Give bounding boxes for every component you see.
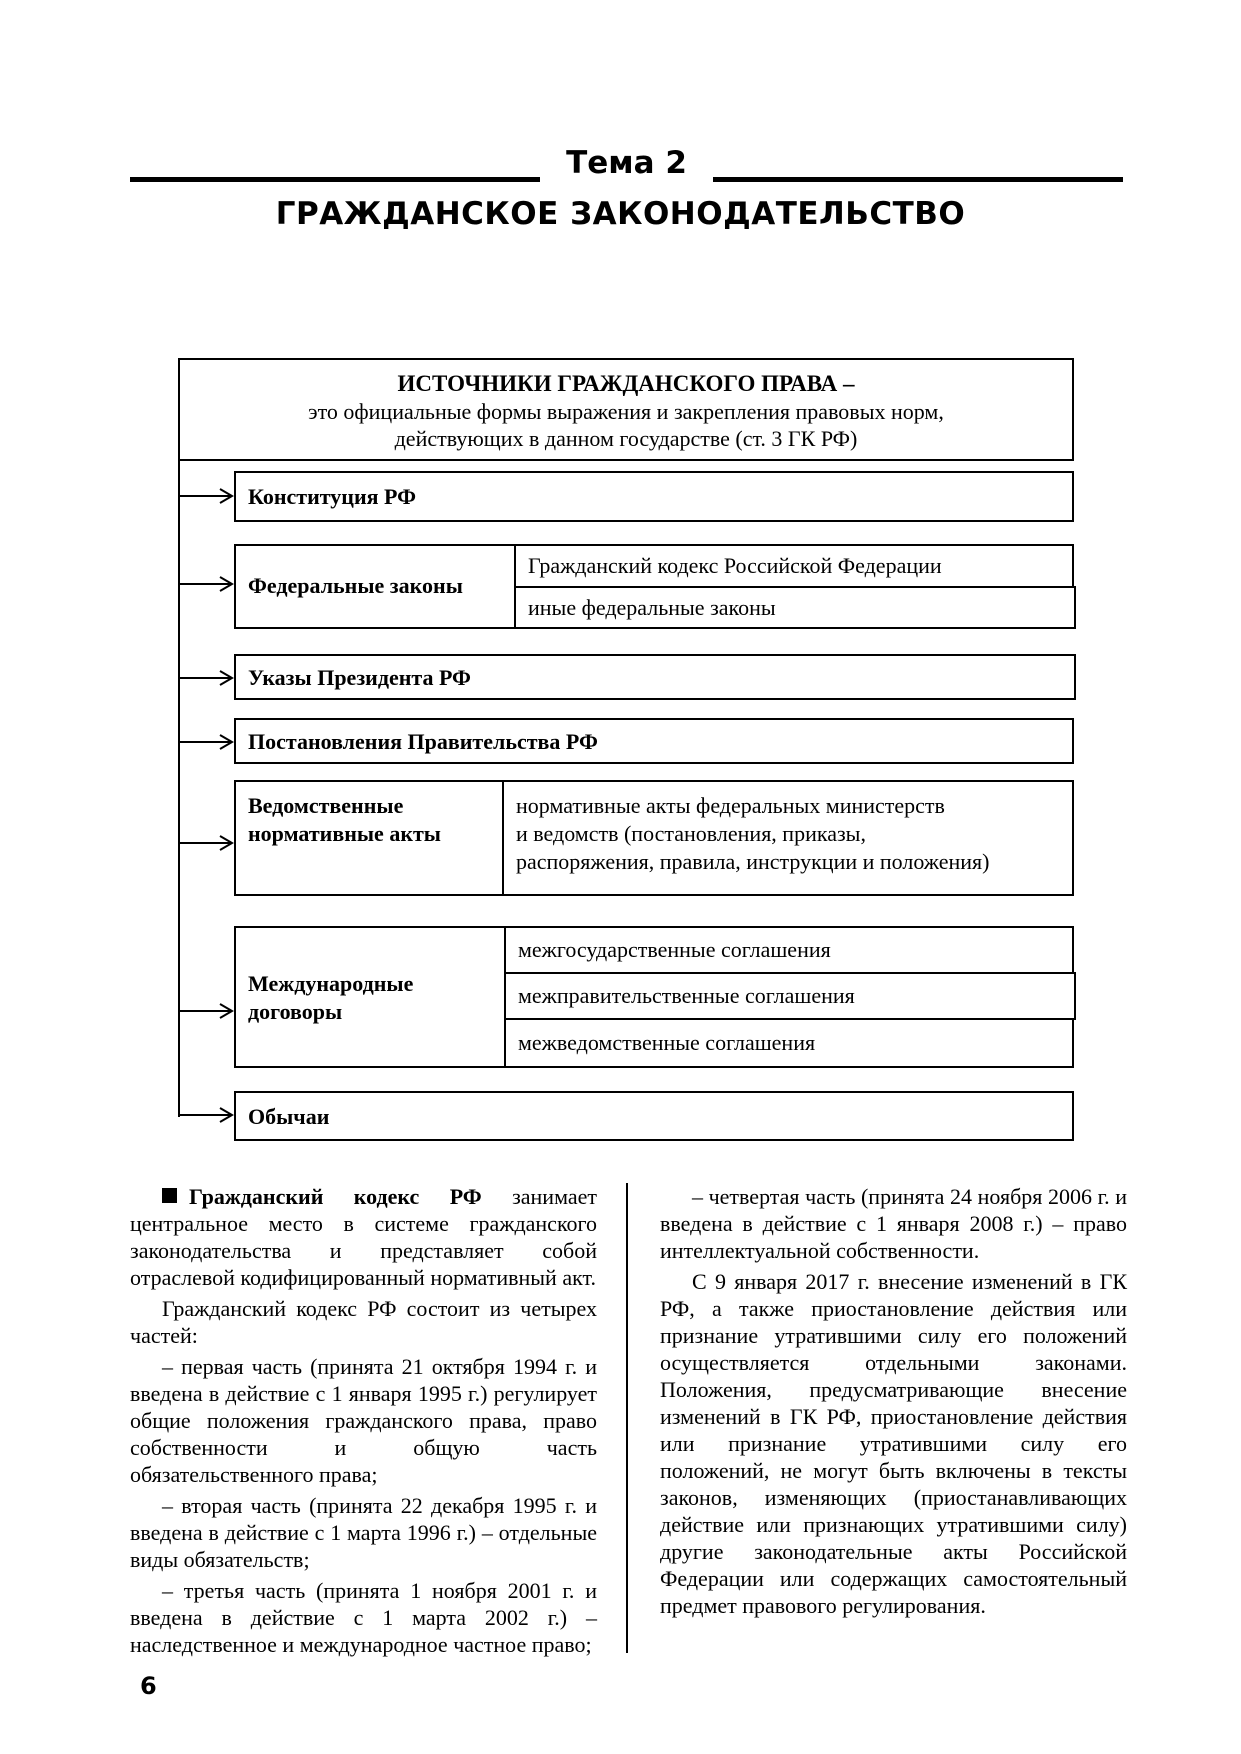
paragraph bbox=[130, 1183, 597, 1291]
customs-box bbox=[234, 1091, 1074, 1141]
treaties-item-box bbox=[504, 972, 1076, 1020]
topic-label: Тема 2 bbox=[566, 145, 687, 181]
arrow-departmental-acts-icon bbox=[180, 835, 234, 851]
page-number: 6 bbox=[140, 1672, 157, 1700]
paragraph: – третья часть (принята 1 ноября 2001 г. и введена в действие с 1 марта 2002 г.) – наследственное и международное частное право; bbox=[130, 1578, 597, 1657]
treaties-item-3: межведомственные соглашения bbox=[518, 1030, 816, 1055]
treaties-item-1: межгосударственные соглашения bbox=[518, 937, 831, 962]
president-decrees-box bbox=[234, 654, 1076, 700]
departmental-acts-label-line-1: Ведомственные bbox=[248, 793, 404, 818]
sources-definition-line-2: действующих в данном государстве (ст. 3 ГК РФ) bbox=[394, 426, 858, 451]
customs-label: Обычаи bbox=[248, 1104, 330, 1129]
departmental-acts-desc-line-2: и ведомств (постановления, приказы, bbox=[516, 821, 866, 846]
topic-header bbox=[130, 145, 1123, 195]
civil-code-bold: Гражданский кодекс РФ bbox=[189, 1184, 482, 1209]
text-column-left bbox=[130, 1183, 597, 1662]
federal-laws-item-box bbox=[514, 544, 1074, 588]
president-decrees-label: Указы Президента РФ bbox=[248, 665, 471, 690]
departmental-acts-label-line-2: нормативные акты bbox=[248, 821, 441, 846]
arrow-customs-icon bbox=[180, 1107, 234, 1123]
paragraph: Гражданский кодекс РФ состоит из четырех частей: bbox=[130, 1296, 597, 1348]
constitution-label: Конституция РФ bbox=[248, 484, 417, 509]
square-bullet-icon bbox=[162, 1188, 177, 1203]
paragraph: – четвертая часть (принята 24 ноября 2006 г. и введена в действие с 1 января 2008 г.) – право интеллектуальной собственности. bbox=[660, 1184, 1127, 1263]
government-resolutions-label: Постановления Правительства РФ bbox=[248, 729, 598, 754]
federal-laws-item-1: Гражданский кодекс Российской Федерации bbox=[528, 553, 942, 578]
paragraph: С 9 января 2017 г. внесение изменений в ГК РФ, а также приостановление действия или признание утратившими силу его положений осуществляется отдельными законами. Положения, предусматривающие внесение изменений в ГК РФ, приостановление действия или признание утратившими силу его положений, не могут быть включены в тексты законов, изменяющих (приостанавливающих действие или признающих утратившими силу) другие законодательные акты Российской Федерации или содержащих самостоятельный предмет правового регулирования. bbox=[660, 1269, 1127, 1618]
sources-definition-line-1: это официальные формы выражения и закрепления правовых норм, bbox=[308, 399, 944, 424]
federal-laws-label: Федеральные законы bbox=[248, 573, 463, 598]
treaties-item-box bbox=[504, 926, 1074, 974]
sources-definition-box bbox=[178, 358, 1074, 461]
arrow-treaties-icon bbox=[180, 1003, 234, 1019]
arrow-government-resolutions-icon bbox=[180, 734, 234, 750]
treaties-label-line-1: Международные bbox=[248, 971, 414, 996]
sources-title: ИСТОЧНИКИ ГРАЖДАНСКОГО ПРАВА – bbox=[397, 371, 855, 396]
treaties-item-2: межправительственные соглашения bbox=[518, 983, 855, 1008]
chapter-title: ГРАЖДАНСКОЕ ЗАКОНОДАТЕЛЬСТВО bbox=[275, 196, 966, 232]
departmental-acts-description-box bbox=[502, 780, 1074, 896]
paragraph: – вторая часть (принята 22 декабря 1995 г. и введена в действие с 1 марта 1996 г.) – отдельные виды обязательств; bbox=[130, 1493, 597, 1572]
header-rule-left bbox=[130, 177, 540, 182]
header-rule-right bbox=[713, 177, 1123, 182]
departmental-acts-desc-line-3: распоряжения, правила, инструкции и положения) bbox=[516, 849, 990, 874]
departmental-acts-desc-line-1: нормативные акты федеральных министерств bbox=[516, 793, 945, 818]
treaties-box bbox=[234, 926, 506, 1068]
column-separator bbox=[626, 1183, 628, 1653]
departmental-acts-box bbox=[234, 780, 504, 896]
federal-laws-box bbox=[234, 544, 516, 629]
treaties-item-box bbox=[504, 1018, 1074, 1068]
arrow-federal-laws-icon bbox=[180, 576, 234, 592]
federal-laws-item-box bbox=[514, 586, 1076, 629]
arrow-president-decrees-icon bbox=[180, 670, 234, 686]
text-column-right bbox=[660, 1183, 1127, 1623]
constitution-box bbox=[234, 471, 1074, 522]
government-resolutions-box bbox=[234, 718, 1074, 764]
paragraph: – первая часть (принята 21 октября 1994 г. и введена в действие с 1 января 1995 г.) регулирует общие положения гражданского права, право собственности и общую часть обязательственного права; bbox=[130, 1354, 597, 1487]
federal-laws-item-2: иные федеральные законы bbox=[528, 595, 776, 620]
arrow-constitution-icon bbox=[180, 488, 234, 504]
treaties-label-line-2: договоры bbox=[248, 999, 343, 1024]
paragraph-text: занимает центральное место в системе гражданского законодательства и представляет собой отраслевой кодифицированный нормативный акт. bbox=[130, 1184, 597, 1290]
